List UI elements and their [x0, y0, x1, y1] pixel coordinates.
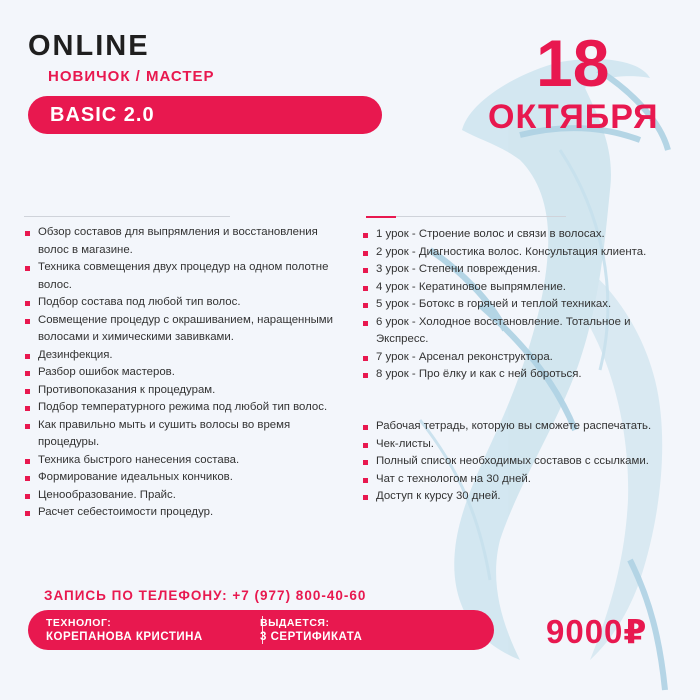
- info-bar: [28, 610, 494, 650]
- divider-accent: [366, 216, 396, 218]
- list-item: Обзор составов для выпрямления и восстановления волос в магазине.: [24, 224, 344, 259]
- level-label: НОВИЧОК / МАСТЕР: [48, 68, 215, 85]
- issued-value: 3 СЕРТИФИКАТА: [260, 631, 363, 643]
- technologist-name: КОРЕПАНОВА КРИСТИНА: [46, 631, 203, 643]
- lesson-item: 6 урок - Холодное восстановление. Тотальное и Экспресс.: [362, 314, 682, 349]
- lesson-item: 5 урок - Ботокс в горячей и теплой техниках.: [362, 296, 682, 314]
- date-day: 18: [536, 26, 610, 100]
- list-item: Подбор температурного режима под любой тип волос.: [24, 399, 344, 417]
- lesson-item: 1 урок - Строение волос и связи в волосах.: [362, 226, 682, 244]
- lesson-item: 8 урок - Про ёлку и как с ней бороться.: [362, 366, 682, 384]
- material-item: Чек-листы.: [362, 436, 682, 454]
- program-list: [24, 224, 344, 522]
- course-name-badge: BASIC 2.0: [28, 96, 382, 134]
- price: 9000₽: [546, 613, 648, 650]
- material-item: Рабочая тетрадь, которую вы сможете распечатать.: [362, 418, 682, 436]
- brand-title: ONLINE: [28, 30, 150, 62]
- material-item: Полный список необходимых составов с ссылками.: [362, 453, 682, 471]
- technologist-block: [46, 616, 203, 645]
- list-item: Расчет себестоимости процедур.: [24, 504, 344, 522]
- list-item: Ценообразование. Прайс.: [24, 487, 344, 505]
- issued-label: ВЫДАЕТСЯ:: [260, 617, 330, 629]
- list-item: Совмещение процедур с окрашиванием, наращенными волосами и химическими завивками.: [24, 312, 344, 347]
- list-item: Техника быстрого нанесения состава.: [24, 452, 344, 470]
- list-item: Формирование идеальных кончиков.: [24, 469, 344, 487]
- list-item: Дезинфекция.: [24, 347, 344, 365]
- divider-right: [366, 216, 566, 217]
- phone-booking[interactable]: ЗАПИСЬ ПО ТЕЛЕФОНУ: +7 (977) 800-40-60: [44, 588, 367, 603]
- material-item: Доступ к курсу 30 дней.: [362, 488, 682, 506]
- list-item: Подбор состава под любой тип волос.: [24, 294, 344, 312]
- lesson-item: 7 урок - Арсенал реконструктора.: [362, 349, 682, 367]
- materials-list: [362, 418, 682, 506]
- list-item: Противопоказания к процедурам.: [24, 382, 344, 400]
- lesson-item: 3 урок - Степени повреждения.: [362, 261, 682, 279]
- lesson-item: 4 урок - Кератиновое выпрямление.: [362, 279, 682, 297]
- date-month: ОКТЯБРЯ: [488, 98, 659, 136]
- list-item: Как правильно мыть и сушить волосы во время процедуры.: [24, 417, 344, 452]
- certificate-block: [260, 616, 362, 645]
- list-item: Техника совмещения двух процедур на одном полотне волос.: [24, 259, 344, 294]
- list-item: Разбор ошибок мастеров.: [24, 364, 344, 382]
- technologist-label: ТЕХНОЛОГ:: [46, 617, 112, 629]
- divider-left: [24, 216, 230, 217]
- material-item: Чат с технологом на 30 дней.: [362, 471, 682, 489]
- lessons-list: [362, 226, 682, 384]
- lesson-item: 2 урок - Диагностика волос. Консультация клиента.: [362, 244, 682, 262]
